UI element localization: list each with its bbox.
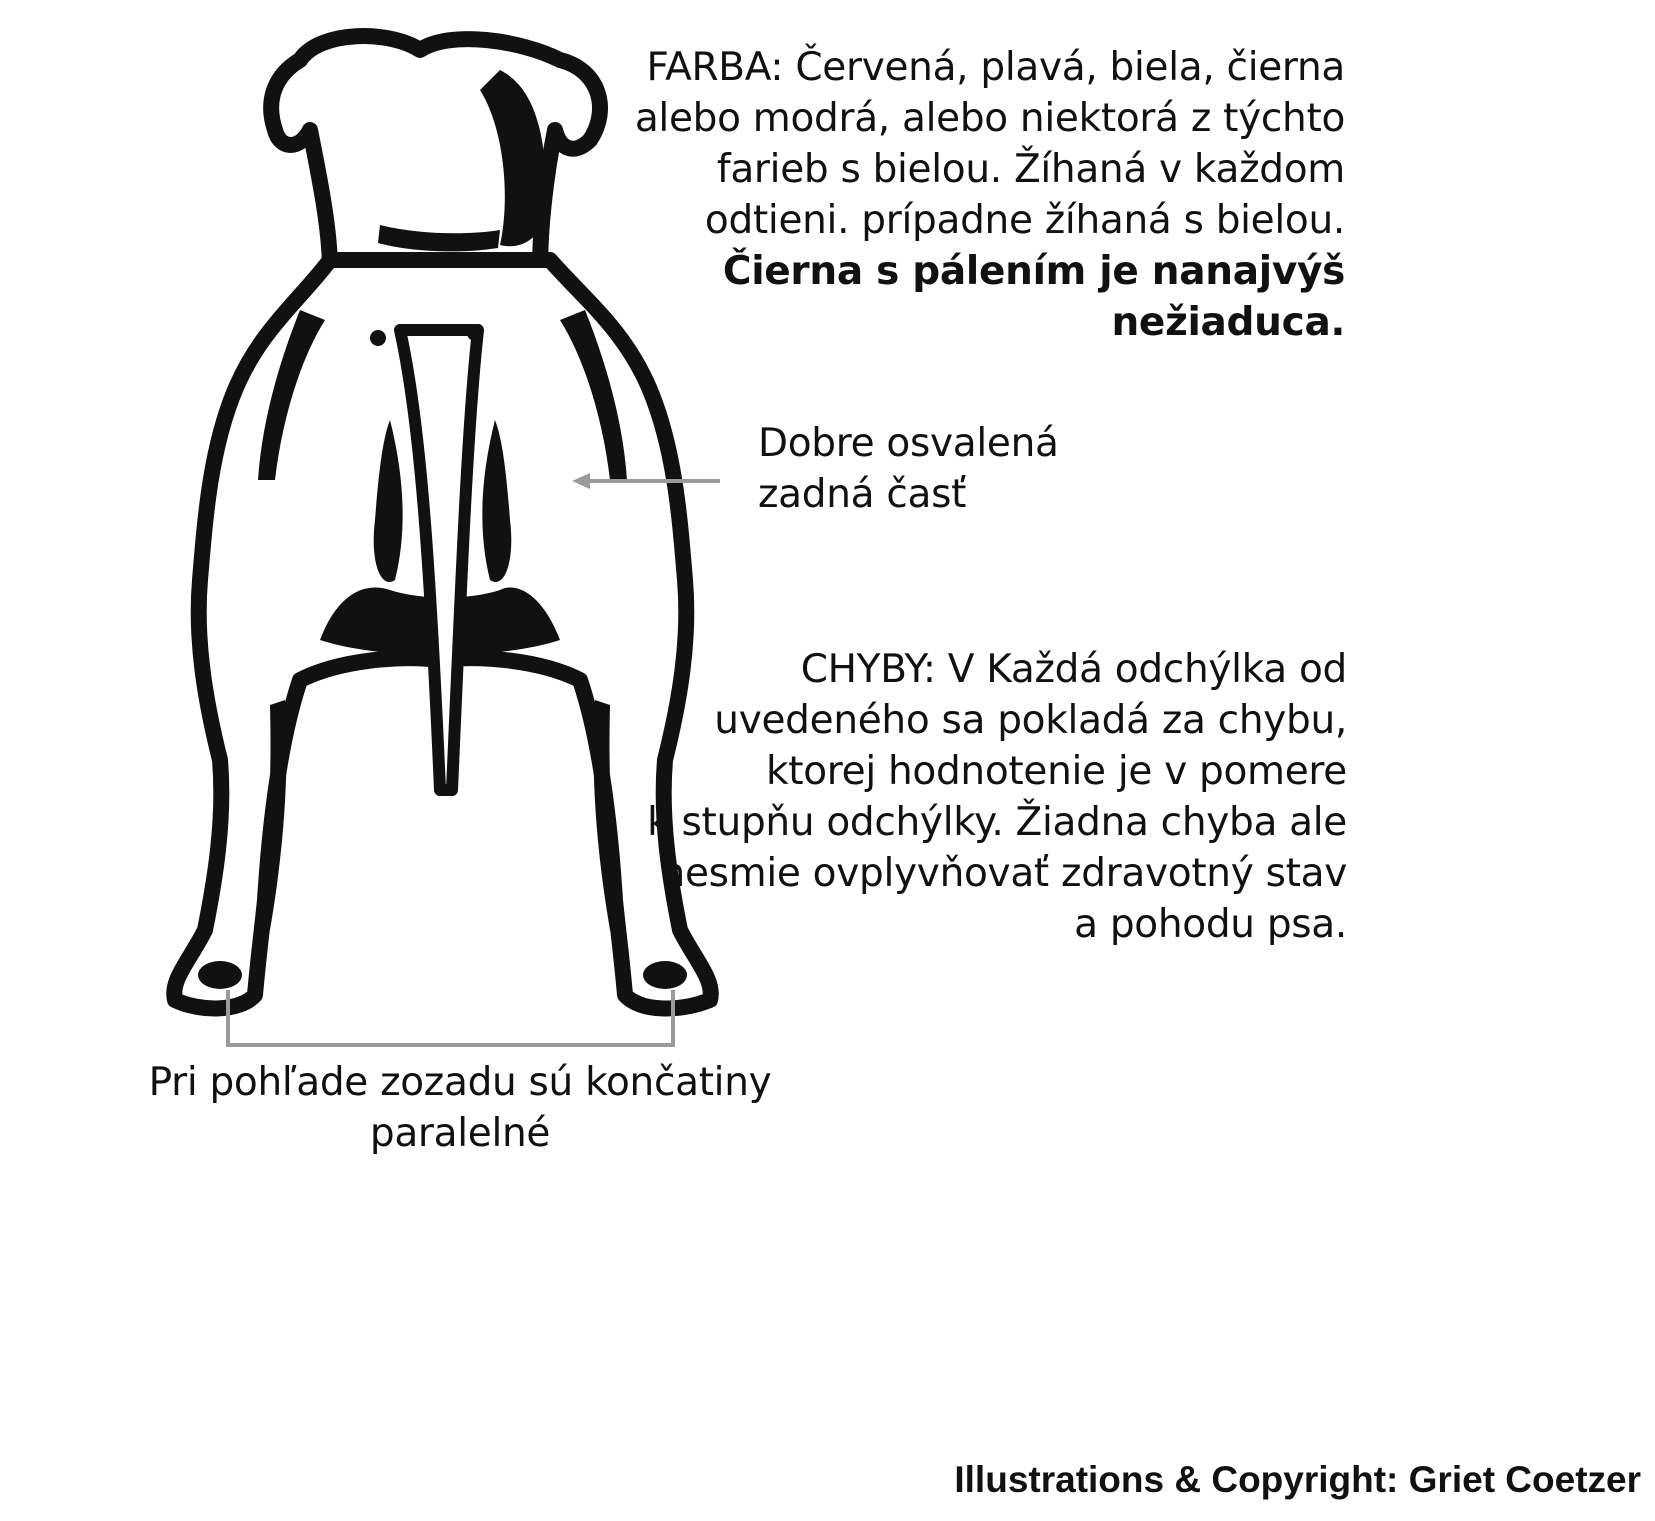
color-description	[585, 42, 1345, 348]
legs-bracket-line	[228, 990, 673, 1045]
faults-description	[587, 644, 1347, 950]
muscled-rear-label-line: Dobre osvalená	[758, 421, 1059, 466]
faults-line: ktorej hodnotenie je v pomere	[765, 749, 1347, 794]
copyright-notice: Illustrations & Copyright: Griet Coetzer	[954, 1459, 1641, 1500]
color-line: alebo modrá, alebo niektorá z týchto	[634, 96, 1345, 141]
parallel-legs-label	[140, 1057, 780, 1159]
faults-line: a pohodu psa.	[1074, 902, 1347, 947]
muscled-rear-label-line: zadná časť	[758, 472, 967, 517]
color-line: farieb s bielou. Žíhaná v každom	[716, 147, 1345, 192]
muscled-rear-label	[758, 418, 1059, 520]
faults-line: CHYBY: V Každá odchýlka od	[800, 647, 1347, 692]
color-warning-line: Čierna s pálením je nanajvýš	[722, 249, 1345, 294]
faults-line: k stupňu odchýlky. Žiadna chyba ale	[647, 800, 1347, 845]
faults-line: nesmie ovplyvňovať zdravotný stav	[660, 851, 1347, 896]
dog-tail-base-mark-2	[467, 325, 483, 341]
dog-tail-base-mark	[370, 330, 386, 346]
color-warning-line: nežiaduca.	[1111, 300, 1345, 345]
color-line: FARBA: Červená, plavá, biela, čierna	[646, 45, 1345, 90]
color-line: odtieni. prípadne žíhaná s bielou.	[704, 198, 1345, 243]
parallel-legs-label-line: Pri pohľade zozadu sú končatiny	[148, 1060, 772, 1105]
parallel-legs-label-line: paralelné	[369, 1111, 551, 1156]
faults-line: uvedeného sa pokladá za chybu,	[714, 698, 1347, 743]
